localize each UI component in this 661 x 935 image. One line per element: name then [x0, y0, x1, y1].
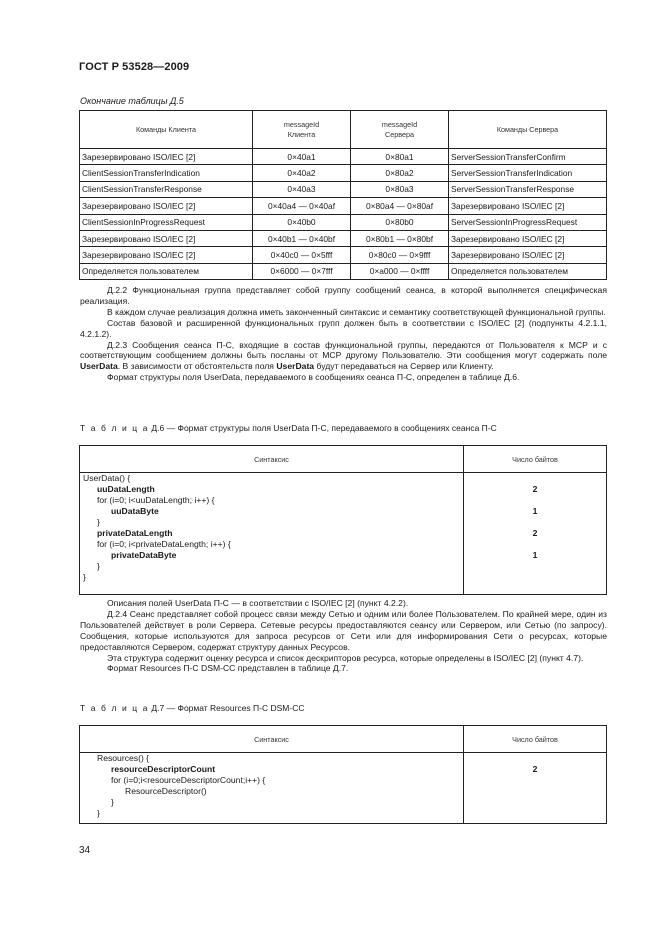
table-cell: Зарезервировано ISO/IEC [2]	[80, 230, 253, 246]
table-cell: 0×40b1 — 0×40bf	[253, 230, 351, 246]
table-cell: 0×40b0	[253, 214, 351, 230]
table-cell: ClientSessionInProgressRequest	[80, 214, 253, 230]
byte-count	[467, 797, 603, 808]
byte-count: 1	[532, 506, 538, 516]
byte-count	[467, 753, 603, 764]
byte-count	[467, 775, 603, 786]
syntax-line: privateDataByte	[111, 550, 177, 560]
byte-count	[467, 517, 603, 528]
col-syntax: Синтаксис	[80, 446, 464, 473]
table-continuation-caption: Окончание таблицы Д.5	[80, 96, 184, 106]
table-cell: 0×40a2	[253, 165, 351, 181]
table-cell: 0×80a4 — 0×80af	[351, 198, 449, 214]
byte-count	[467, 539, 603, 550]
table-cell: 0×80b1 — 0×80bf	[351, 230, 449, 246]
table6-caption: Т а б л и ц а Д.6 — Формат структуры поля UserData П-С, передаваемого в сообщениях сеанса П-С	[80, 423, 497, 433]
col-client-messageid: messageId Клиента	[253, 111, 351, 149]
syntax-line: for (i=0;i<resourceDescriptorCount;i++) {	[111, 775, 266, 785]
syntax-line: ResourceDescriptor()	[125, 786, 207, 796]
table-row	[80, 181, 607, 197]
paragraph: Формат структуры поля UserData, передаваемого в сообщениях сеанса П-С, определен в таблице Д.6.	[107, 372, 520, 383]
syntax-line: }	[97, 517, 100, 527]
syntax-line: privateDataLength	[97, 528, 173, 538]
byte-count: 2	[532, 528, 538, 538]
table-row	[80, 165, 607, 181]
col-bytes: Число байтов	[464, 726, 607, 753]
table-cell: 0×40a3	[253, 181, 351, 197]
table-cell: ServerSessionInProgressRequest	[449, 214, 607, 230]
bytes-cell	[464, 473, 607, 595]
section-d24	[80, 598, 607, 674]
syntax-cell	[80, 753, 464, 824]
paragraph: Д.2.4 Сеанс представляет собой процесс связи между Сетью и одним или более Пользователем. По крайней мере, один из Пользователей действует в роли Сервера. Сетевые ресурсы предоставляются сеансу или Сервером, или Сетью (по запросу). Сообщения, которые используются для запроса ресурсов от Сети или для информирования Сети о ресурсах, которые предоставляются Сервером, содержат структуру данных Ресурсов.	[80, 608, 607, 652]
table-row	[80, 149, 607, 165]
table-row	[80, 214, 607, 230]
byte-count	[467, 572, 603, 583]
byte-count	[467, 808, 603, 819]
table-row	[80, 198, 607, 214]
table-cell: ServerSessionTransferResponse	[449, 181, 607, 197]
table-cell: 0×80a2	[351, 165, 449, 181]
table-cell: ClientSessionTransferIndication	[80, 165, 253, 181]
table-cell: Зарезервировано ISO/IEC [2]	[449, 198, 607, 214]
document-header: ГОСТ Р 53528—2009	[79, 61, 190, 73]
table-cell: Определяется пользователем	[80, 263, 253, 279]
table-cell: 0×80b0	[351, 214, 449, 230]
resources-syntax-table	[79, 725, 607, 824]
byte-count: 2	[532, 764, 538, 774]
syntax-line: UserData() {	[83, 473, 131, 483]
page-number: 34	[79, 845, 91, 856]
table-cell: 0×80a3	[351, 181, 449, 197]
userdata-syntax-table	[79, 445, 607, 595]
table-cell: 0×a000 — 0×ffff	[351, 263, 449, 279]
byte-count	[467, 561, 603, 572]
col-server-messageid: messageId Сервера	[351, 111, 449, 149]
syntax-line: uuDataByte	[111, 506, 159, 516]
table-cell: ClientSessionTransferResponse	[80, 181, 253, 197]
byte-count	[467, 495, 603, 506]
col-syntax: Синтаксис	[80, 726, 464, 753]
bytes-cell	[464, 753, 607, 824]
syntax-line: }	[97, 561, 100, 571]
paragraph: Состав базовой и расширенной функциональных групп должен быть в соответствии с ISO/IEC [2] (подпункты 4.2.1.1, 4.2.1.2).	[80, 317, 607, 339]
table-cell: 0×80c0 — 0×9fff	[351, 247, 449, 263]
syntax-line: for (i=0; i<uuDataLength; i++) {	[97, 495, 215, 505]
table-cell: 0×40a4 — 0×40af	[253, 198, 351, 214]
table-cell: 0×40c0 — 0×5fff	[253, 247, 351, 263]
paragraph-d23: Д.2.3 Сообщения сеанса П-С, входящие в состав функциональной группы, передаются от Пользователя к МСР и с соответствующим сообщением должны быть посланы от МСР другому Пользователю. Эти сообщения могут содержать поле UserData. В зависимости от обстоятельств поля UserData будут передаваться на Сервер или Клиенту.	[80, 339, 607, 372]
syntax-line: for (i=0; i<privateDataLength; i++) {	[97, 539, 231, 549]
paragraph: Д.2.2 Функциональная группа представляет собой группу сообщений сеанса, в которой выполняется специфическая реализация.	[80, 285, 607, 306]
message-id-table	[79, 110, 607, 280]
paragraph: Эта структура содержит оценку ресурса и список дескрипторов ресурса, которые определены в ISO/IEC [2] (пункт 4.7).	[107, 652, 584, 663]
table7-caption: Т а б л и ц а Д.7 — Формат Resources П-С DSM-CC	[80, 703, 305, 713]
syntax-line: }	[111, 797, 114, 807]
section-d22	[80, 285, 607, 383]
syntax-line: }	[97, 808, 100, 818]
syntax-cell	[80, 473, 464, 595]
table-cell: 0×6000 — 0×7fff	[253, 263, 351, 279]
syntax-line: resourceDescriptorCount	[111, 764, 216, 774]
col-server-commands: Команды Сервера	[449, 111, 607, 149]
table-cell: Зарезервировано ISO/IEC [2]	[80, 247, 253, 263]
table-row	[80, 247, 607, 263]
table-cell: ServerSessionTransferIndication	[449, 165, 607, 181]
table-row	[80, 230, 607, 246]
table-header-row	[80, 111, 607, 149]
table-row	[80, 263, 607, 279]
paragraph: Формат Resources П-С DSM-CC представлен в таблице Д.7.	[107, 663, 349, 674]
table-cell: ServerSessionTransferConfirm	[449, 149, 607, 165]
table-cell: 0×40a1	[253, 149, 351, 165]
syntax-line: }	[83, 572, 86, 582]
byte-count: 2	[532, 484, 538, 494]
table-cell: 0×80a1	[351, 149, 449, 165]
syntax-line: Resources() {	[97, 753, 150, 763]
table-cell: Зарезервировано ISO/IEC [2]	[80, 149, 253, 165]
table-cell: Зарезервировано ISO/IEC [2]	[449, 230, 607, 246]
table-cell: Определяется пользователем	[449, 263, 607, 279]
table-cell: Зарезервировано ISO/IEC [2]	[80, 198, 253, 214]
byte-count: 1	[532, 550, 538, 560]
syntax-line: uuDataLength	[97, 484, 155, 494]
byte-count	[467, 786, 603, 797]
table-cell: Зарезервировано ISO/IEC [2]	[449, 247, 607, 263]
col-bytes: Число байтов	[464, 446, 607, 473]
paragraph: В каждом случае реализация должна иметь законченный синтаксис и семантику соответствующей функциональной группы.	[107, 306, 606, 317]
paragraph: Описания полей UserData П-С — в соответствии с ISO/IEC [2] (пункт 4.2.2).	[107, 598, 409, 608]
col-client-commands: Команды Клиента	[80, 111, 253, 149]
byte-count	[467, 473, 603, 484]
